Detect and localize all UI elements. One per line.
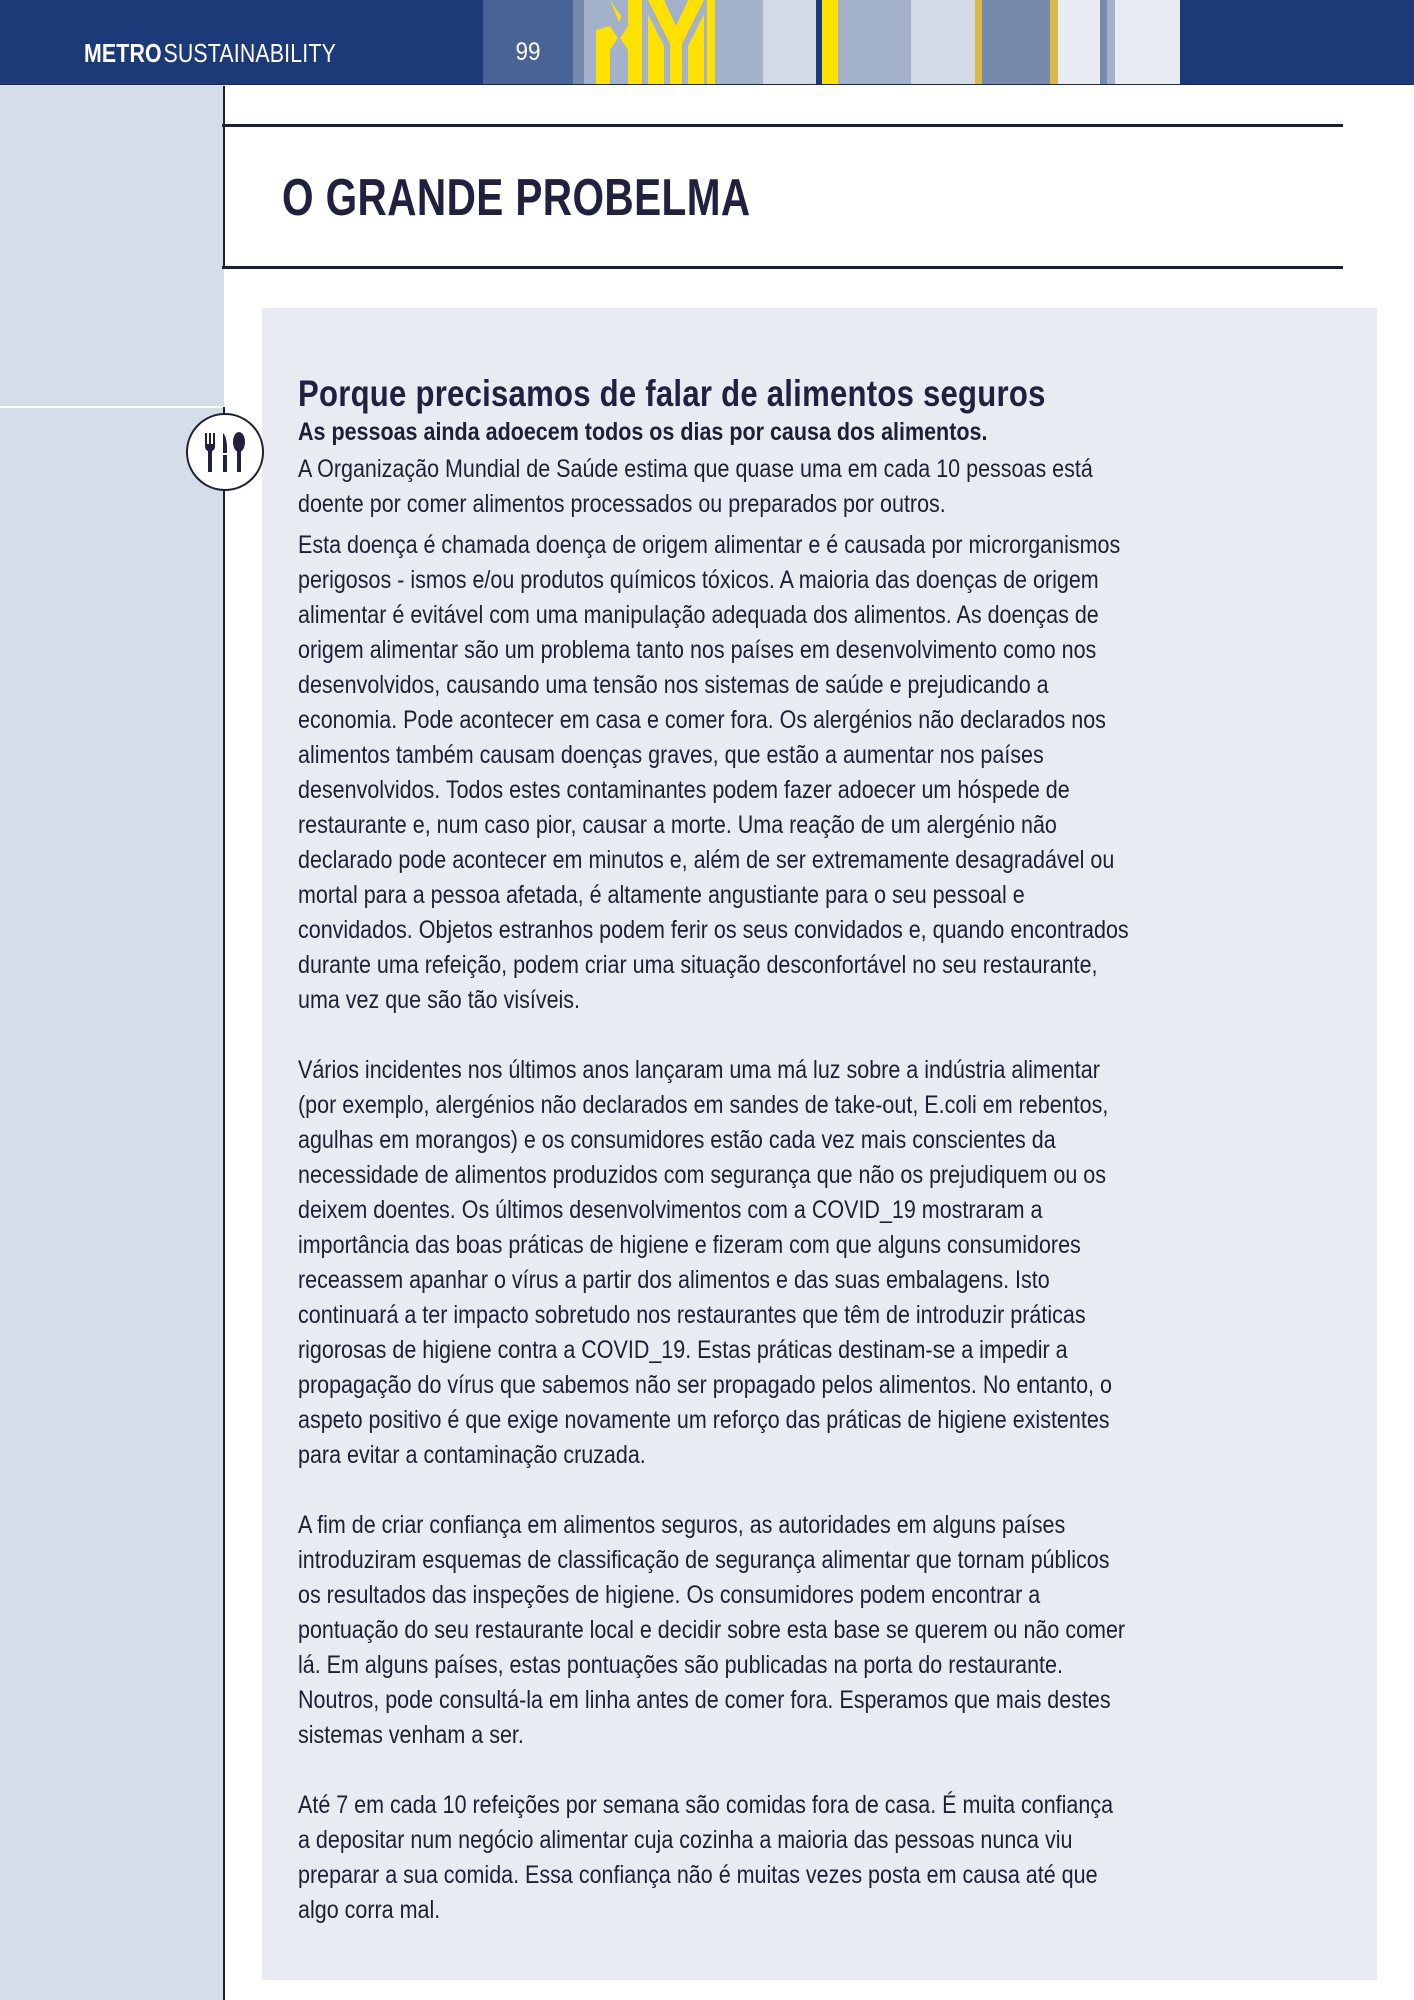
brand-light: SUSTAINABILITY [163, 38, 336, 68]
header-stripe [763, 0, 816, 84]
cutlery-icon [202, 429, 248, 475]
title-frame-top-line [222, 124, 1343, 127]
sidebar-divider [0, 406, 224, 408]
header-stripe [1180, 0, 1414, 84]
paragraph: A fim de criar confiança em alimentos seguros, as autoridades em alguns países introduziram esquemas de classificação de segurança alimentar que tornam públicos os resultados das inspeções de higiene. Os consumidores podem encontrar a pontuação do seu restaurante local e decidir sobre esta base se querem ou não comer lá. Em alguns países, estas pontuações são publicadas na porta do restaurante. Noutros, pode consultá-la em linha antes de comer fora. Esperamos que mais destes sistemas venham a ser. [298, 1511, 1126, 1749]
header-stripe [573, 0, 584, 84]
article-body [298, 372, 1338, 1928]
brand-title [84, 38, 336, 72]
section-heading: Porque precisamos de falar de alimentos seguros [298, 373, 1046, 414]
sidebar-border-line [223, 407, 225, 2000]
header-stripe [715, 0, 763, 84]
page-number: 99 [515, 38, 541, 66]
fork-knife-spoon-icon [186, 413, 264, 491]
header-stripe [707, 0, 715, 84]
header-stripe [822, 0, 838, 84]
paragraph: Esta doença é chamada doença de origem alimentar e é causada por microrganismos perigosos - ismos e/ou produtos químicos tóxicos. A maioria das doenças de origem alimentar é evitável com uma manipulação adequada dos alimentos. As doenças de origem alimentar são um problema tanto nos países em desenvolvimento como nos desenvolvidos, causando uma tensão nos sistemas de saúde e prejudicando a economia. Pode acontecer em casa e comer fora. Os alergénios não declarados nos alimentos também causam doenças graves, que estão a aumentar nos países desenvolvidos. Todos estes contaminantes podem fazer adoecer um hóspede de restaurante e, num caso pior, causar a morte. Uma reação de um alergénio não declarado pode acontecer em minutos e, além de ser extremamente desagradável ou mortal para a pessoa afetada, é altamente angustiante para o seu pessoal e convidados. Objetos estranhos podem ferir os seus convidados e, quando encontrados durante uma refeição, podem criar uma situação desconfortável no seu restaurante, uma vez que são tão visíveis. [298, 531, 1129, 1014]
page-header [0, 0, 1414, 85]
section-lead: As pessoas ainda adoecem todos os dias por causa dos alimentos. [298, 418, 988, 446]
header-stripe [982, 0, 1050, 84]
header-stripe [838, 0, 911, 84]
header-stripe [1050, 0, 1058, 84]
title-frame-vertical-line [223, 86, 225, 268]
header-stripe [1115, 0, 1180, 84]
paragraph: Vários incidentes nos últimos anos lançaram uma má luz sobre a indústria alimentar (por exemplo, alergénios não declarados em sandes de take-out, E.coli em rebentos, agulhas em morangos) e os consumidores estão cada vez mais conscientes da necessidade de alimentos produzidos com segurança que não os prejudiquem ou os deixem doentes. Os últimos desenvolvimentos com a COVID_19 mostraram a importância das boas práticas de higiene e fizeram com que alguns consumidores receassem apanhar o vírus a partir dos alimentos e das suas embalagens. Isto continuará a ter impacto sobretudo nos restaurantes que têm de introduzir práticas rigorosas de higiene contra a COVID_19. Estas práticas destinam-se a impedir a propagação do vírus que sabemos não ser propagado pelos alimentos. No entanto, o aspeto positivo é que exige novamente um reforço das práticas de higiene existentes para evitar a contaminação cruzada. [298, 1056, 1112, 1469]
page-title: O GRANDE PROBELMA [282, 169, 751, 227]
brand-bold: METRO [84, 38, 162, 68]
header-stripe [1058, 0, 1100, 84]
title-frame-bottom-line [222, 266, 1343, 269]
header-stripe [911, 0, 975, 84]
my-logo-icon [584, 0, 724, 84]
header-stripe [1107, 0, 1115, 84]
header-stripe [975, 0, 982, 84]
header-stripe [1100, 0, 1107, 84]
paragraph: A Organização Mundial de Saúde estima que quase uma em cada 10 pessoas está doente por comer alimentos processados ou preparados por outros. [298, 455, 1093, 518]
paragraph: Até 7 em cada 10 refeições por semana são comidas fora de casa. É muita confiança a depositar num negócio alimentar cuja cozinha a maioria das pessoas nunca viu preparar a sua comida. Essa confiança não é muitas vezes posta em causa até que algo corra mal. [298, 1791, 1114, 1924]
left-sidebar [0, 85, 224, 2000]
page-number-block [483, 0, 573, 84]
